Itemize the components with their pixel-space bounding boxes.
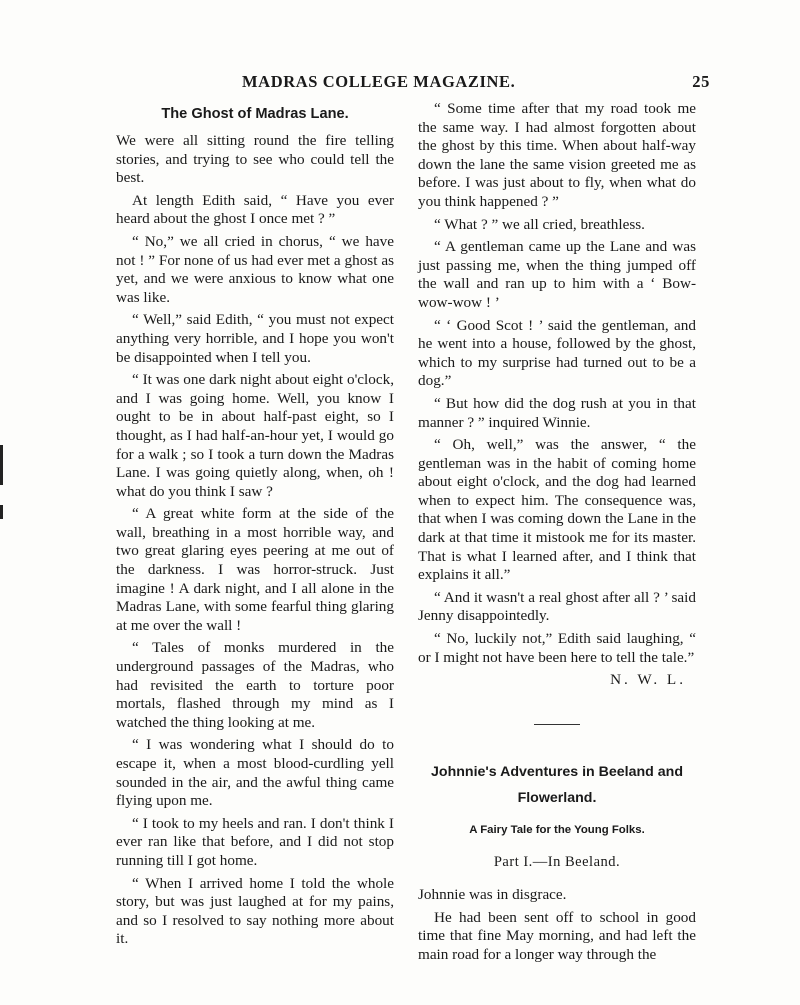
paragraph: “ I was wondering what I should do to escape it, when a most blood-curdling yell sounded in the air, and the awful thing came flying upon me. [116, 736, 394, 810]
magazine-title: MADRAS COLLEGE MAGAZINE. [242, 72, 516, 91]
paragraph: Johnnie was in disgrace. [418, 886, 567, 903]
story-title: Johnnie's Adventures in Beeland and Flowerland. [431, 763, 683, 806]
part-heading: Part I.—In Beeland. [493, 854, 621, 871]
scan-margin-mark [0, 445, 3, 485]
paragraph: “ But how did the dog rush at you in that manner ? ” inquired Winnie. [418, 394, 696, 431]
paragraph: “ What ? ” we all cried, breathless. [434, 215, 645, 233]
paragraph: “ I took to my heels and ran. I don't think I ever ran like that before, and I did not stop running till I got home. [116, 814, 394, 869]
paragraph: “ And it wasn't a real ghost after all ? ’ said Jenny disappointedly. [418, 588, 696, 625]
paragraph: “ When I arrived home I told the whole story, but was just laughed at for my pains, and so I resolved to say nothing more about it. [116, 874, 394, 948]
paragraph: “ No,” we all cried in chorus, “ we have not ! ” For none of us had ever met a ghost as yet, and we were anxious to know what one was like. [116, 232, 394, 306]
paragraph: “ Tales of monks murdered in the underground passages of the Madras, who had revisited the earth to torture poor mortals, flashed through my mind as I watched the thing looking at me. [116, 639, 394, 731]
paragraph: “ A gentleman came up the Lane and was just passing me, when the thing jumped off the wall and ran up to him with a ‘ Bow-wow-wow ! ’ [418, 238, 696, 311]
paragraph: He had been sent off to school in good time that fine May morning, and had left the main road for a longer way through the [418, 908, 696, 963]
author-signature: N. W. L. [610, 671, 686, 689]
right-column [418, 100, 696, 968]
left-column [116, 100, 394, 953]
paragraph: “ Well,” said Edith, “ you must not expect anything very horrible, and I hope you won't be disappointed when I tell you. [116, 311, 394, 366]
paragraph: At length Edith said, “ Have you ever heard about the ghost I once met ? ” [116, 191, 394, 228]
page-number: 25 [692, 72, 710, 91]
paragraph: “ Some time after that my road took me the same way. I had almost forgotten about the ghost by this time. When about half-way down the lane the same vision greeted me as before. I was just about to fly, when what do you think happened ? ” [418, 100, 696, 210]
paragraph: “ ‘ Good Scot ! ’ said the gentleman, and he went into a house, followed by the ghost, which to my surprise had turned out to be a dog.” [418, 316, 696, 390]
scan-margin-mark [0, 505, 3, 519]
paragraph: “ It was one dark night about eight o'clock, and I was going home. Well, you know I ought to be in about half-past eight, so I thought, as I had half-an-hour yet, I would go for a walk ; so I took a turn down the Madras Lane. I was going quietly along, when, oh ! what do you think I saw ? [116, 371, 394, 500]
paragraph: “ A great white form at the side of the wall, breathing in a most horrible way, and two great glaring eyes peering at me out of the darkness. I was horror-struck. Just imagine ! A dark night, and I all alone in the Madras Lane, with some fearful thing glaring at me over the wall ! [116, 505, 394, 634]
story-title: The Ghost of Madras Lane. [161, 106, 349, 122]
paragraph: We were all sitting round the fire telling stories, and trying to see who could tell the best. [116, 132, 394, 187]
paragraph: “ Oh, well,” was the answer, “ the gentleman was in the habit of coming home about eight o'clock, and the dog had learned when to expect him. The consequence was, that when I was coming down the Lane in the dark at that time it mistook me for its master. That is what I learned after, and I think that explains it all.” [418, 436, 696, 584]
paragraph: “ No, luckily not,” Edith said laughing, “ or I might not have been here to tell the tale.” [418, 630, 696, 666]
section-divider [534, 724, 580, 725]
story-subtitle: A Fairy Tale for the Young Folks. [469, 823, 645, 836]
